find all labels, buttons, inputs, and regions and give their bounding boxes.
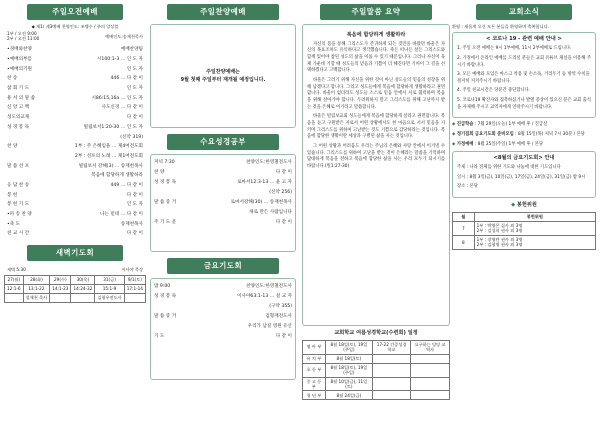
order-label: 성 경 봉 독 [7,124,30,130]
offering-names-cell [474,221,595,235]
order-value: 2부 : 선포의 노래 … 제1여전도회 [74,153,143,159]
order-value: 로마서12:3-13 … 윤 고 자 [237,180,292,186]
offering-header-cell: 월 [453,212,475,221]
order-row [4,210,146,220]
vbs-cell: 요구하는 담당 교역자 [411,340,450,354]
order-value: 나는 믿네 … 다 같 이 [100,212,143,217]
order-value: 446 … 다 같 이 [110,76,143,82]
order-row [151,332,295,342]
order-row [151,178,295,188]
friday-prayer-item: 장소 : 본당 [457,184,478,190]
vbs-cell [411,354,450,363]
dawn-cell [124,294,145,303]
order-value: 우리가 남길 영원 유산 [247,324,292,330]
dawn-cell: 12:1-6 [5,285,24,294]
order-label: 친 교 시 간 [7,231,30,237]
order-value: 찬양인도:한영철전도사 [246,160,292,166]
order-row [151,168,295,178]
vbs-cell: 17-22 간증성경학교 [372,340,410,354]
order-value: 빌립보서 강해(3) … 송재천목사 [78,163,143,169]
vbs-cell [372,354,410,363]
event-item [452,132,596,139]
dawn-cell: 김형우전도사 [95,294,124,303]
order-value: 김형재전도사 [265,314,292,320]
event-name: 가정예배 [456,141,474,147]
dawn-cell: 28(화) [23,276,50,285]
worship-leader-note: ◆ 제1/ 제3예배 찬양인도: 조맹수 / 주의 앙상블 [31,24,119,29]
order-label: 용 서 의 말 씀 [7,95,36,101]
order-value: 1부 : 주 은혜임을 … 제4여전도회 [74,144,143,150]
table-row [453,235,596,249]
offering-month-cell: 7 [453,221,475,235]
order-value: (신약 256) [269,190,292,196]
order-value: 다 같 이 [275,170,292,176]
bullet-icon: ◆ [452,132,457,138]
order-label: 성 경 봉 독 [154,294,177,300]
header-dawn-prayer: 새벽기도회 [27,245,123,261]
vbs-cell: 8월 18일(토), 19일(주일) [325,340,372,354]
dawn-cell: 14:1-23 [50,285,71,294]
order-row [151,158,295,168]
table-row [5,294,146,303]
vbs-cell [372,363,410,377]
order-row [4,200,146,210]
order-row [4,55,146,65]
column-sermon [302,4,450,422]
dawn-schedule-table [4,275,146,303]
order-value: 인 도 자 [126,66,143,72]
order-value: 다 같 이 [126,192,143,198]
notice-item: 1. 주일 오전 예배는 9시 1부예배, 11시 2부예배로 드립니다. [457,46,572,52]
event-separator: : [473,141,478,147]
order-row [4,104,146,114]
order-label: •경배와찬양 [7,47,32,53]
vbs-cell: 8월 18일(토), 19일(주일) [325,363,372,377]
vbs-cell [411,377,450,391]
dawn-cell: 15:1-9 [95,285,124,294]
service-times-row [4,31,146,41]
order-row [151,312,295,322]
order-row [4,142,146,152]
order-label: 기 도 [154,334,165,340]
event-list [452,122,596,148]
bullet-icon: ◆ [452,122,457,128]
vbs-cell: 8월 18일(토) [325,354,372,363]
sermon-box [302,24,450,326]
column-praise-study [150,4,296,422]
order-row [4,181,146,191]
order-value: 다 같 이 [126,231,143,237]
presider: 예배인도:송재천목사 [105,33,143,39]
order-value: 인 도 자 [126,86,143,92]
notice-item: 2. 가정에서 온라인 예배를 드리실 분들은 교회 유튜브 채널을 이용해 주시기 바랍니다. [457,55,591,68]
vbs-cell [372,377,410,391]
dawn-cell: 13:1-22 [23,285,50,294]
dawn-cell: 9/1(토) [124,276,145,285]
bullet-icon: ◆ [452,141,457,147]
event-separator: : [473,122,478,128]
dawn-time: 새벽 5:30 [7,267,26,273]
vbs-cell: 유 치 부 [303,354,326,363]
order-value: 복음에 합당하게 생활하라 [91,173,143,179]
order-row [4,191,146,201]
vbs-cell: 중 고 등 부 [303,377,326,391]
order-value: 다 같 이 [275,220,292,226]
order-row [4,133,146,143]
dawn-cell [5,294,24,303]
order-value: 송재천목사 [120,221,143,227]
order-label: •예배의부름 [7,57,32,62]
offering-name: 2부 : 김성희 권사 외 3명 [476,228,523,234]
order-row [4,171,146,181]
friday-prayer-box [452,151,596,198]
sermon-title: 복음에 합당하게 생활하라 [346,32,406,38]
order-value: 새로 만든 사람입니다 [249,210,292,216]
order-row [4,94,146,104]
table-row [5,285,146,294]
sermon-paragraph: 그 어떤 상황과 어려움도 우리는 주님의 은혜와 사랑 안에서 이겨낼 수 있습니다. 그리스도를 위하여 고난을 받는 것이 은혜라는 말씀을 기억하며 담대하게 복음을 전하고 복음에 합당한 삶을 사는 우리 모두가 되시기를 바랍니다.(빌1:27-30) [307,143,445,169]
order-row [4,45,146,55]
order-value: (신약 319) [120,134,143,140]
column-sunday-service [4,4,146,422]
vbs-cell: 초 등 부 [303,363,326,377]
vbs-cell [411,363,450,377]
order-value: 다 같 이 [275,334,292,340]
order-label: •파 송 찬 양 [7,212,32,217]
table-row [303,340,450,354]
friday-prayer-item: 일시 : 8월 3일(금), 10일(금), 17일(금), 24일(금), 31일(금) 밤 9시 [457,174,586,180]
bullet-icon: ◆ [511,202,516,209]
header-sermon-summary: 주일말씀 요약 [320,4,432,20]
table-row [303,391,450,400]
order-row [151,302,295,312]
order-row [151,322,295,332]
order-value: 시86:15,16a … 인 도 자 [91,95,143,101]
order-row [151,282,295,292]
order-row [151,188,295,198]
order-value: 시100:1-3 … 인 도 자 [96,57,143,62]
service-times: 1부 / 오전 9:00 2부 / 오전 11:00 [7,31,40,42]
order-row [4,113,146,123]
offering-name: 1부 : 장영란 권사 외 3명 [476,236,523,242]
event-detail: 8월 15일(목) 저녁 7시 30분 / 본당 [517,132,585,138]
notice-item: 4. 주일 친교시간은 당분간 중단합니다. [457,88,531,94]
order-row [4,84,146,94]
friday-prayer-item: 주제 : 나라 전체를 위한 기도와 나눔에 대한 기도입니다 [457,165,561,171]
order-label: 찬 송 [7,76,18,82]
order-row [4,220,146,230]
order-row [4,162,146,172]
order-value: (구약 355) [269,304,292,310]
vbs-cell: 8월 10일(금), 11일(토) [325,377,372,391]
offering-header-cell: 봉헌위원 [474,212,595,221]
order-label: 말 씀 증 거 [154,314,177,320]
order-label: 성 경 봉 독 [154,180,177,186]
order-label: 저녁 7:30 [154,160,175,166]
vbs-cell: 영 아 부 [303,340,326,354]
notice-item: 3. 모든 예배와 모임은 마스크 착용 및 손소독, 거리두기 등 방역 수칙을 철저히 지켜주시기 바랍니다. [457,72,590,84]
offering-name: 2부 : 김형영 권사 외 3명 [476,242,523,248]
vbs-cell [411,391,450,400]
offering-table [452,212,596,250]
order-row [151,198,295,208]
order-label: 봉 헌 기 도 [7,202,30,208]
table-row [303,363,450,377]
order-label: 말 씀 선 포 [7,163,30,169]
order-label: •축 도 [7,221,21,227]
order-value: 사도신경 … 다 같 이 [101,105,143,111]
offering-name: 1부 : 박영은 집사 외 3명 [476,222,523,228]
order-row [4,152,146,162]
welcome-text: 환영 : 새롭게 오신 모든 분들을 환영하며 축복합니다. [452,24,550,29]
event-item [452,122,596,129]
offering-names-cell [474,235,595,249]
order-label: 봉 헌 [7,192,18,198]
covid-notice-title: < 코로나 19 - 관련 예배 안내 > [486,36,562,43]
dawn-cell [71,294,95,303]
order-value: 예배찬양팀 [120,47,143,53]
table-row [303,354,450,363]
event-item [452,142,596,149]
praise-note-box [150,24,296,128]
event-detail: 8월 25일(주일) 1부 예배 후 / 본당 [477,141,544,147]
order-label: •예배의기원 [7,66,32,72]
order-row [4,230,146,240]
covid-notice-box [452,32,596,118]
event-separator: : [513,132,518,138]
offering-title-text: 봉헌위원 [516,202,537,209]
order-row [151,218,295,228]
order-of-service [4,45,146,239]
friday-prayer-title: <8월의 금요기도회> 안내 [493,155,555,162]
order-value: 이사야63:1-13 … 설 교 자 [237,294,292,300]
order-row [4,65,146,75]
dawn-cell: 30(목) [71,276,95,285]
dawn-cell: 설재천 목사 [23,294,50,303]
column-church-news [452,4,596,422]
order-label: 찬 양 [7,144,18,150]
dawn-cell [50,294,71,303]
order-label: 응 답 찬 송 [7,182,30,188]
table-header-row [453,212,596,221]
dawn-cell: 14:24-32 [71,285,95,294]
header-sunday-praise: 주일찬양예배 [167,4,279,20]
vbs-title: 교회학교 여름성경학교(수련회) 일정 [334,330,418,336]
order-row [4,123,146,133]
order-value: 빌립보서1:20-30 … 인 도 자 [83,124,143,130]
praise-note: 주일찬양예배는 9월 첫째 주일부터 재개될 예정입니다. [180,69,266,83]
order-row [151,292,295,302]
table-row [453,221,596,235]
order-value: 인 도 자 [126,202,143,208]
order-value: 로마서강해(30) … 송재천목사 [230,200,292,206]
sermon-paragraph: 바울은 그러기 위해 자신을 위한 것이 아닌 성도들의 믿음의 성장을 위해 남겠다고 합니다. 그리고 성도들에게 복음에 합당하게 생활하라고 권면합니다. 바울이 없더라도 성도들 스스로 믿음 안에서 서로 협력하며 복음을 위해 살아가야 합니다. 두려워하지 말고 그리스도를 위해 고난까지 받는 것을 은혜로 여기라고 말씀합니다. [307,78,445,110]
order-value: 다 같 이 [126,115,143,121]
order-label: 밤 9:00 [154,284,171,290]
order-label: 참 회 기 도 [7,86,30,92]
event-name: 진급학습 [456,122,474,128]
dawn-cell: 31(금) [95,276,124,285]
vbs-cell: 8월 24일(금) [325,391,372,400]
order-label: 말 씀 증 거 [154,200,177,206]
order-label: 주 기 도 문 [154,220,177,226]
header-church-news: 교회소식 [476,4,572,20]
header-wednesday-study: 수요성경공부 [167,134,279,150]
dawn-cell: 27(월) [5,276,24,285]
offering-title [452,202,596,209]
event-name: 정기집회 금요기도회 준비모임 [456,132,514,138]
order-value: 찬양인도:한영철전도사 [246,284,292,290]
header-friday-prayer: 금요기도회 [167,258,279,274]
table-row [5,276,146,285]
notice-item: 5. 코로나19 확진자와 접촉하셨거나 발열 증상이 있으신 분은 교회 출석을 자제해 주시고 교역자에게 연락주시기 바랍니다. [457,98,591,110]
order-label: 성도의교제 [7,115,30,121]
sermon-paragraph: 자신의 몸을 통해 그리스도가 존귀하게 되는 것만을 바랐던 바울은 자신의 목표조차도 유익하다고 생각했습니다. 죽든 떠나든 살든 그리스도와 함께 있어야 참된 성도의 삶을 이룰 수 있기 때문입니다. 그러나 자신이 육체 가운데 거할 때 성도들의 믿음과 기쁨이 더 해진다면 기꺼이 그 길을 선택하겠다고 고백합니다. [307,41,445,74]
sermon-paragraph: 바울은 빌립보교회 성도들에게 복음에 합당하게 살라고 권면합니다. 복음을 듣고 구원받은 자로서 어떤 상황에서도 한 마음으로 서서 믿음을 지키며 그리스도를 위하여 고난받는 것도 기쁨으로 감당하라는 것입니다. 복음에 합당한 생활이란 세상과 구별된 삶을 사는 것입니다. [307,114,445,140]
wednesday-order [150,154,296,252]
vbs-cell: 청 년 부 [303,391,326,400]
order-value: 449 … 다 같 이 [110,182,143,188]
friday-order [150,278,296,380]
dawn-cell: 29(수) [50,276,71,285]
event-detail: 7월 29일(오늘) 1부 예배 후 / 진급실 [477,122,548,128]
dawn-topic: 이사야 묵상 [121,267,143,273]
order-label: 신 앙 고 백 [7,105,30,111]
order-label: 찬 양 [154,170,165,176]
order-row [151,208,295,218]
vbs-cell [372,391,410,400]
vbs-schedule-table [302,340,450,401]
dawn-info-row [4,265,146,275]
header-sunday-morning: 주일오전예배 [27,4,123,20]
order-row [4,75,146,85]
dawn-cell: 17:1-14 [124,285,145,294]
offering-month-cell: 8 [453,235,475,249]
table-row [303,377,450,391]
